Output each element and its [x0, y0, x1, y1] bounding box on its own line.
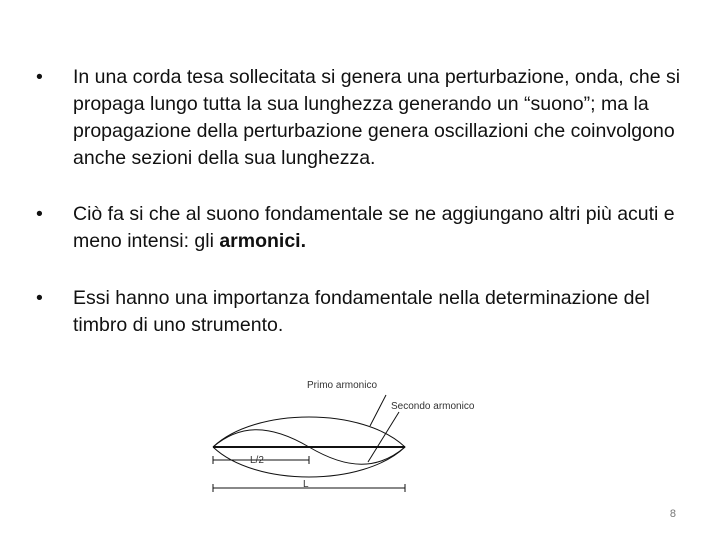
half-length-label: L/2 [250, 455, 264, 466]
first-harmonic-pointer [370, 395, 386, 426]
bullet-bold-term: armonici. [219, 230, 307, 252]
bullet-text: Ciò fa si che al suono fondamentale se ne aggiungano altri più acuti e meno intensi: gli [73, 203, 675, 252]
page-number: 8 [669, 508, 676, 520]
bullet-item [36, 64, 706, 172]
bullet-symbol: • [36, 203, 43, 225]
second-harmonic-label: Secondo armonico [391, 401, 475, 412]
bullet-item [36, 201, 706, 255]
first-harmonic-label: Primo armonico [307, 380, 378, 391]
harmonics-diagram [200, 372, 500, 496]
bullet-list [36, 64, 706, 339]
bullet-item [36, 285, 706, 339]
bullet-text: Essi hanno una importanza fondamentale nella determinazione del timbro di uno strumento. [73, 287, 650, 336]
bullet-symbol: • [36, 66, 43, 88]
length-label: L [303, 479, 309, 490]
bullet-text: In una corda tesa sollecitata si genera una perturbazione, onda, che si propaga lungo tutta la sua lunghezza generando un “suono”; ma la propagazione della perturbazione genera oscillazioni che coinvolgono anche sezioni della sua lunghezza. [73, 66, 681, 169]
bullet-symbol: • [36, 287, 43, 309]
